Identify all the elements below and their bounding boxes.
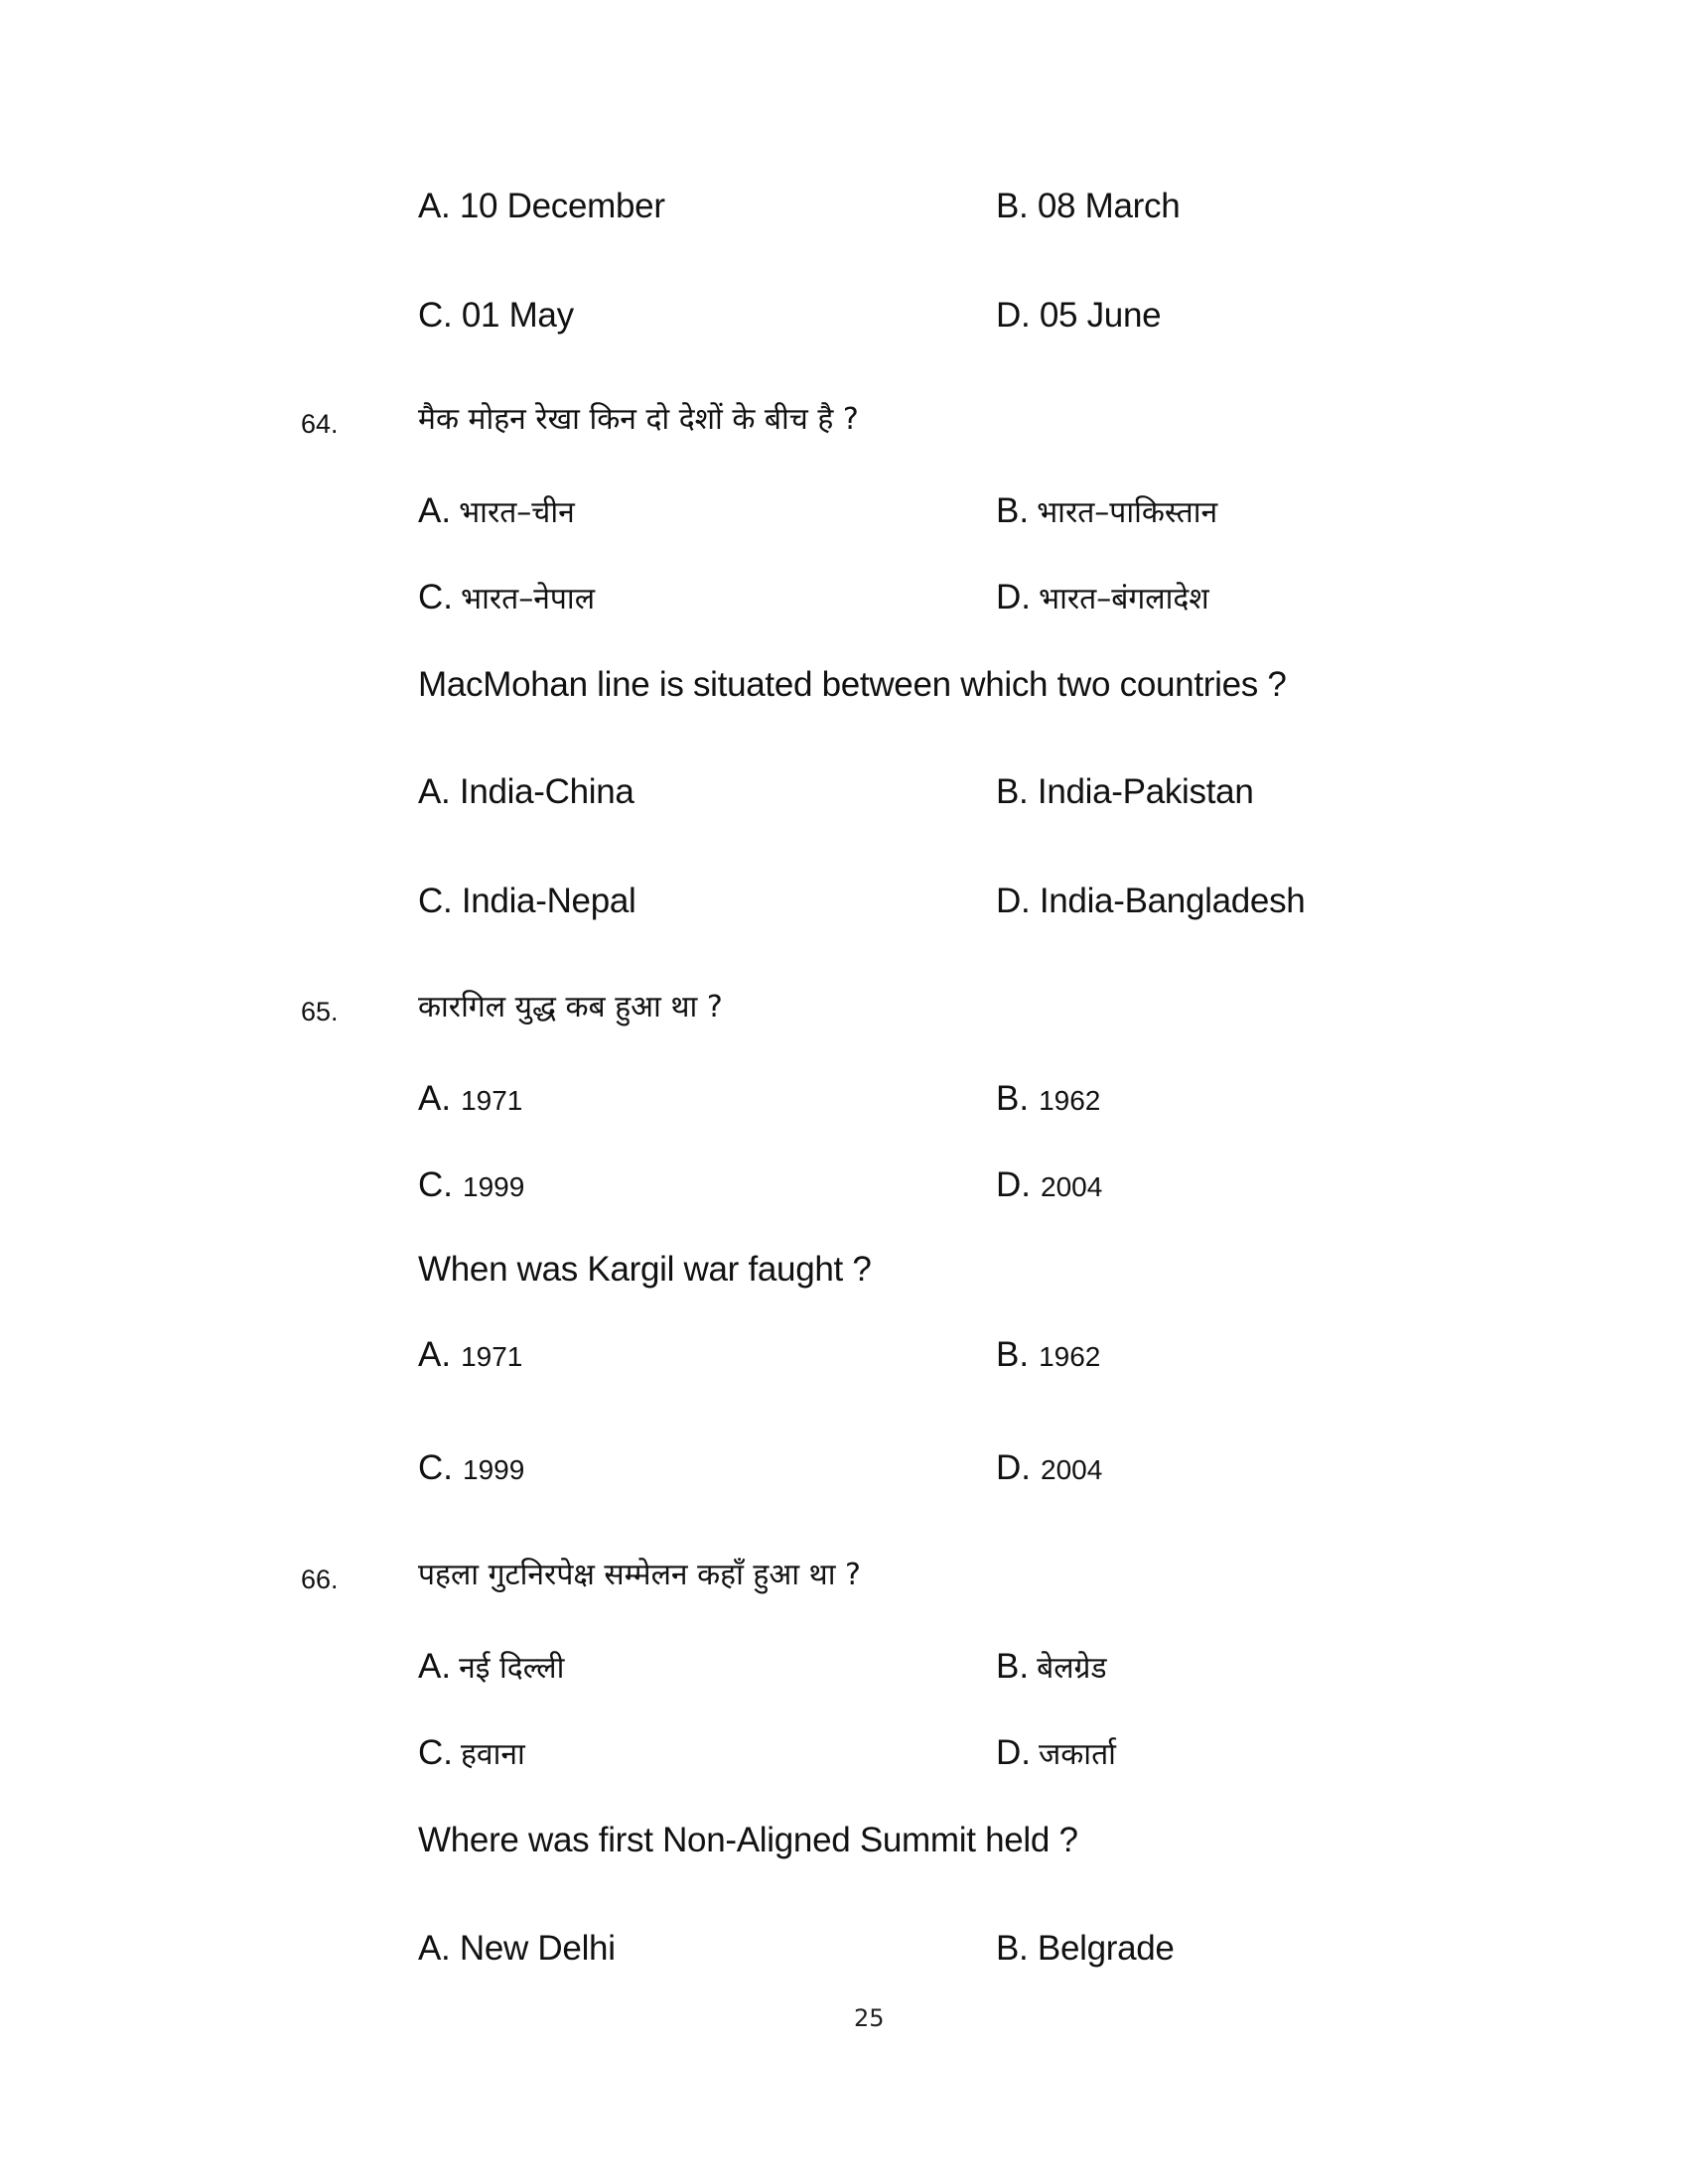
question-text-english: When was Kargil war faught ? [418,1250,872,1289]
option-letter: D. [996,1165,1031,1204]
question-text-english: MacMohan line is situated between which two countries ? [418,665,1287,704]
option-a-hindi [418,1649,564,1684]
option-text: भारत–नेपाल [461,582,596,616]
option-a-english [418,1337,522,1372]
question-number: 64. [301,409,339,439]
option-a-english: A. India-China [418,772,634,811]
option-letter: B. [996,491,1030,530]
option-text: भारत–बंगलादेश [1039,582,1209,616]
question-text-hindi: कारगिल युद्ध कब हुआ था ? [418,990,723,1024]
option-d: D. 05 June [996,296,1162,335]
option-b-english: B. Belgrade [996,1929,1175,1968]
option-d-hindi [996,1735,1116,1770]
option-letter: C. [418,1448,453,1487]
option-text: हवाना [461,1737,525,1772]
option-letter: C. [418,578,453,616]
option-text: जकार्ता [1039,1737,1116,1772]
option-b-hindi [996,1649,1107,1684]
option-text: 1971 [461,1085,523,1116]
question-number: 65. [301,997,339,1026]
option-c-english [418,1450,524,1485]
option-letter: B. [996,1079,1030,1118]
question-text-english: Where was first Non-Aligned Summit held ? [418,1821,1078,1859]
question-number: 66. [301,1565,339,1594]
option-text: नई दिल्ली [459,1651,565,1686]
option-text: 1999 [463,1454,525,1485]
option-a: A. 10 December [418,187,665,225]
option-b-hindi [996,1081,1100,1116]
option-text: 2004 [1041,1454,1103,1485]
option-letter: A. [418,491,452,530]
option-b-english: B. India-Pakistan [996,772,1254,811]
option-c-english: C. India-Nepal [418,882,636,920]
question-text-hindi: मैक मोहन रेखा किन दो देशों के बीच है ? [418,402,859,437]
option-b-hindi [996,493,1217,528]
option-d-english [996,1450,1102,1485]
option-c-hindi [418,1167,524,1202]
option-letter: A. [418,1647,452,1686]
option-a-hindi [418,493,575,528]
option-text: बेलग्रेड [1037,1651,1107,1686]
option-text: 1962 [1039,1085,1101,1116]
option-c-hindi [418,1735,525,1770]
option-d-hindi [996,1167,1102,1202]
option-letter: C. [418,1165,453,1204]
option-d-hindi [996,580,1209,614]
option-letter: D. [996,1448,1031,1487]
option-letter: B. [996,1647,1030,1686]
option-letter: B. [996,1335,1030,1374]
option-d-english: D. India-Bangladesh [996,882,1306,920]
option-a-english: A. New Delhi [418,1929,616,1968]
option-text: 2004 [1041,1171,1103,1202]
option-text: 1999 [463,1171,525,1202]
option-text: 1962 [1039,1341,1101,1372]
option-c: C. 01 May [418,296,574,335]
option-text: भारत–पाकिस्तान [1037,495,1218,530]
option-letter: C. [418,1733,453,1772]
option-letter: D. [996,578,1031,616]
question-text-hindi: पहला गुटनिरपेक्ष सम्मेलन कहाँ हुआ था ? [418,1558,861,1592]
option-text: 1971 [461,1341,523,1372]
option-text: भारत–चीन [459,495,575,530]
option-letter: A. [418,1079,452,1118]
option-c-hindi [418,580,595,614]
option-letter: A. [418,1335,452,1374]
option-b-english [996,1337,1100,1372]
option-b: B. 08 March [996,187,1181,225]
option-a-hindi [418,1081,522,1116]
option-letter: D. [996,1733,1031,1772]
page-number: 25 [854,2004,885,2032]
